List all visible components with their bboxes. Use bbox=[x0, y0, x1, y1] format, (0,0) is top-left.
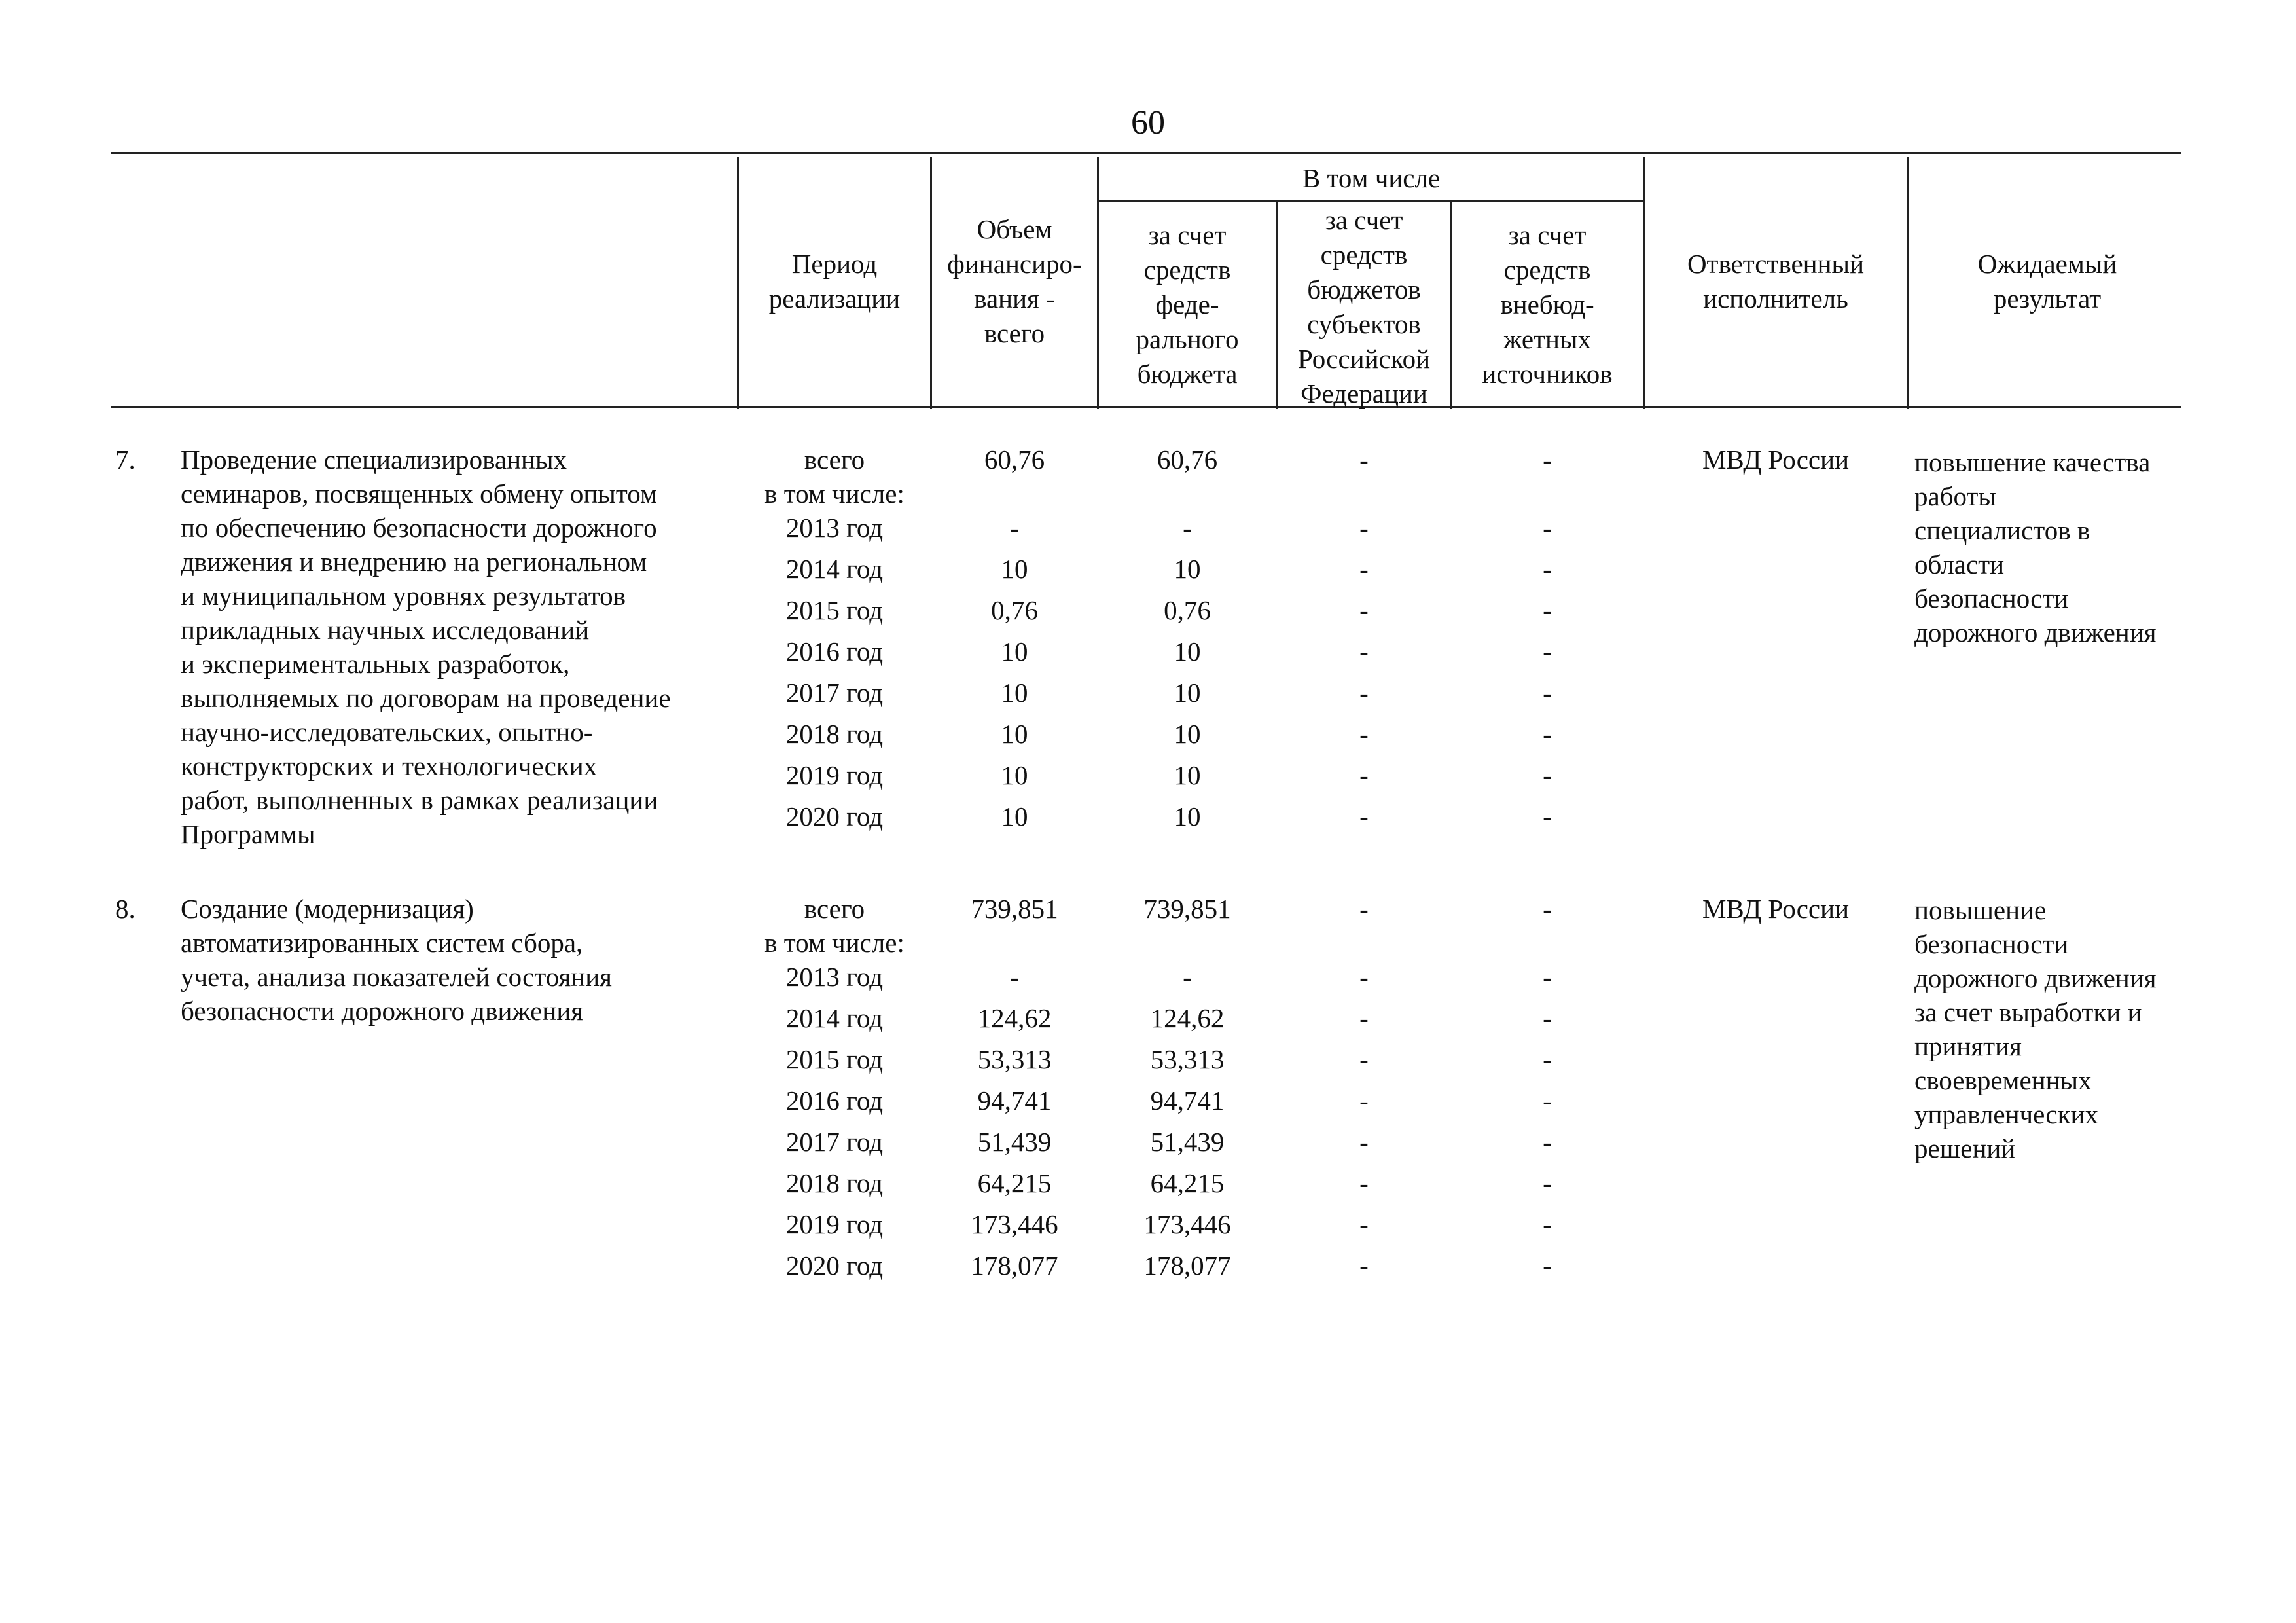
year-federal: - bbox=[1183, 962, 1192, 992]
header-including: В том числе bbox=[1302, 163, 1441, 193]
year-regional: - bbox=[1359, 1127, 1369, 1157]
result-line: дорожного движения bbox=[1914, 963, 2157, 993]
header-extra: за счет средств внебюд- жетных источников bbox=[1482, 219, 1613, 389]
year-regional: - bbox=[1359, 513, 1369, 543]
year-federal: 173,446 bbox=[1143, 1209, 1231, 1239]
year-regional: - bbox=[1359, 719, 1369, 749]
year-extra: - bbox=[1543, 1003, 1552, 1033]
header-result: Ожидаемый результат bbox=[1977, 249, 2117, 314]
federal-value: 60,76 bbox=[1157, 445, 1218, 475]
description-line: выполняемых по договорам на проведение bbox=[181, 683, 671, 713]
result-line: безопасности bbox=[1914, 929, 2069, 959]
row-description bbox=[181, 892, 612, 1028]
year-regional: - bbox=[1359, 1044, 1369, 1074]
row-number: 8. bbox=[115, 894, 135, 924]
year-extra: - bbox=[1543, 719, 1552, 749]
description-line: работ, выполненных в рамках реализации bbox=[181, 785, 658, 815]
year-period: 2019 год bbox=[785, 1209, 884, 1239]
year-federal: 178,077 bbox=[1143, 1250, 1231, 1281]
year-federal: 0,76 bbox=[1164, 595, 1211, 625]
year-total: 10 bbox=[1001, 636, 1028, 666]
year-total: 10 bbox=[1001, 554, 1028, 584]
extra-value: - bbox=[1543, 445, 1552, 475]
year-total: 124,62 bbox=[977, 1003, 1052, 1033]
row-description bbox=[181, 443, 671, 851]
page-number: 60 bbox=[1131, 104, 1165, 141]
year-federal: 10 bbox=[1174, 636, 1201, 666]
year-extra: - bbox=[1543, 1085, 1552, 1116]
year-extra: - bbox=[1543, 636, 1552, 666]
year-federal: 124,62 bbox=[1150, 1003, 1225, 1033]
period-total: всего bbox=[804, 894, 865, 924]
col-divider bbox=[1907, 157, 1909, 409]
year-regional: - bbox=[1359, 636, 1369, 666]
header-top-rule bbox=[111, 152, 2181, 154]
result-line: решений bbox=[1914, 1133, 2016, 1163]
col-divider bbox=[1643, 157, 1645, 409]
description-line: Создание (модернизация) bbox=[181, 894, 474, 924]
description-line: и муниципальном уровнях результатов bbox=[181, 581, 626, 611]
year-federal: 10 bbox=[1174, 801, 1201, 831]
year-extra: - bbox=[1543, 1250, 1552, 1281]
year-total: 10 bbox=[1001, 719, 1028, 749]
header-total: Объем финансиро- вания - всего bbox=[947, 214, 1082, 348]
regional-value: - bbox=[1359, 894, 1369, 924]
year-federal: 53,313 bbox=[1150, 1044, 1225, 1074]
header-federal: за счет средств феде- рального бюджета bbox=[1136, 219, 1239, 389]
header-responsible: Ответственный исполнитель bbox=[1687, 249, 1865, 314]
col-divider bbox=[1450, 200, 1452, 409]
description-line: прикладных научных исследований bbox=[181, 615, 590, 645]
result-line: за счет выработки и bbox=[1914, 997, 2142, 1027]
year-total: 10 bbox=[1001, 678, 1028, 708]
col-divider bbox=[930, 157, 932, 409]
year-extra: - bbox=[1543, 1044, 1552, 1074]
including-divider bbox=[1098, 200, 1645, 202]
year-total: 10 bbox=[1001, 801, 1028, 831]
result-line: принятия bbox=[1914, 1031, 2022, 1061]
header-period: Период реализации bbox=[768, 249, 901, 314]
result-line: работы bbox=[1914, 481, 1996, 511]
year-regional: - bbox=[1359, 595, 1369, 625]
period-subtotal-label: в том числе: bbox=[764, 928, 905, 958]
year-period: 2020 год bbox=[785, 801, 884, 831]
year-regional: - bbox=[1359, 1085, 1369, 1116]
result-line: области bbox=[1914, 549, 2005, 579]
result-line: дорожного движения bbox=[1914, 617, 2157, 647]
year-regional: - bbox=[1359, 1250, 1369, 1281]
year-federal: 51,439 bbox=[1150, 1127, 1225, 1157]
description-line: по обеспечению безопасности дорожного bbox=[181, 513, 657, 543]
expected-result bbox=[1914, 893, 2157, 1165]
year-regional: - bbox=[1359, 678, 1369, 708]
year-period: 2014 год bbox=[785, 1003, 884, 1033]
total-value: 739,851 bbox=[971, 894, 1058, 924]
header-bottom-rule bbox=[111, 406, 2181, 408]
year-period: 2017 год bbox=[785, 1127, 884, 1157]
year-federal: 10 bbox=[1174, 719, 1201, 749]
year-regional: - bbox=[1359, 1003, 1369, 1033]
year-period: 2018 год bbox=[785, 719, 884, 749]
year-extra: - bbox=[1543, 1127, 1552, 1157]
period-total: всего bbox=[804, 445, 865, 475]
year-federal: 10 bbox=[1174, 554, 1201, 584]
year-total: 51,439 bbox=[977, 1127, 1052, 1157]
year-total: 178,077 bbox=[971, 1250, 1058, 1281]
col-divider bbox=[1097, 157, 1099, 409]
year-extra: - bbox=[1543, 678, 1552, 708]
row-number: 7. bbox=[115, 445, 135, 475]
description-line: учета, анализа показателей состояния bbox=[181, 962, 613, 992]
year-regional: - bbox=[1359, 1209, 1369, 1239]
result-line: повышение качества bbox=[1914, 447, 2151, 477]
year-federal: 94,741 bbox=[1150, 1085, 1225, 1116]
year-period: 2015 год bbox=[785, 595, 884, 625]
year-federal: 10 bbox=[1174, 678, 1201, 708]
year-period: 2019 год bbox=[785, 760, 884, 790]
year-federal: - bbox=[1183, 513, 1192, 543]
extra-value: - bbox=[1543, 894, 1552, 924]
description-line: Программы bbox=[181, 819, 315, 849]
year-federal: 64,215 bbox=[1150, 1168, 1225, 1198]
header-regional: за счет средств бюджетов субъектов Российской Федерации bbox=[1297, 205, 1431, 409]
result-line: безопасности bbox=[1914, 583, 2069, 613]
result-line: повышение bbox=[1914, 895, 2047, 925]
year-period: 2017 год bbox=[785, 678, 884, 708]
regional-value: - bbox=[1359, 445, 1369, 475]
year-regional: - bbox=[1359, 801, 1369, 831]
year-extra: - bbox=[1543, 1168, 1552, 1198]
year-period: 2015 год bbox=[785, 1044, 884, 1074]
year-regional: - bbox=[1359, 554, 1369, 584]
result-line: специалистов в bbox=[1914, 515, 2090, 545]
year-regional: - bbox=[1359, 760, 1369, 790]
description-line: движения и внедрению на региональном bbox=[181, 547, 647, 577]
result-line: управленческих bbox=[1914, 1099, 2098, 1129]
year-extra: - bbox=[1543, 962, 1552, 992]
year-extra: - bbox=[1543, 595, 1552, 625]
year-total: 173,446 bbox=[971, 1209, 1058, 1239]
year-total: - bbox=[1010, 513, 1019, 543]
year-extra: - bbox=[1543, 760, 1552, 790]
col-divider bbox=[1276, 200, 1278, 409]
period-subtotal-label: в том числе: bbox=[764, 479, 905, 509]
year-period: 2014 год bbox=[785, 554, 884, 584]
year-extra: - bbox=[1543, 513, 1552, 543]
year-regional: - bbox=[1359, 962, 1369, 992]
year-total: 64,215 bbox=[977, 1168, 1052, 1198]
description-line: безопасности дорожного движения bbox=[181, 996, 584, 1026]
year-total: 94,741 bbox=[977, 1085, 1052, 1116]
col-divider bbox=[737, 157, 739, 409]
total-value: 60,76 bbox=[984, 445, 1045, 475]
year-total: - bbox=[1010, 962, 1019, 992]
year-extra: - bbox=[1543, 1209, 1552, 1239]
description-line: автоматизированных систем сбора, bbox=[181, 928, 583, 958]
year-period: 2016 год bbox=[785, 1085, 884, 1116]
year-extra: - bbox=[1543, 801, 1552, 831]
year-total: 0,76 bbox=[991, 595, 1038, 625]
year-federal: 10 bbox=[1174, 760, 1201, 790]
description-line: семинаров, посвященных обмену опытом bbox=[181, 479, 657, 509]
description-line: научно-исследовательских, опытно- bbox=[181, 717, 593, 747]
year-total: 53,313 bbox=[977, 1044, 1052, 1074]
year-period: 2013 год bbox=[785, 513, 884, 543]
year-regional: - bbox=[1359, 1168, 1369, 1198]
responsible-executor: МВД России bbox=[1702, 894, 1850, 924]
description-line: Проведение специализированных bbox=[181, 445, 567, 475]
year-period: 2020 год bbox=[785, 1250, 884, 1281]
expected-result bbox=[1914, 445, 2157, 649]
result-line: своевременных bbox=[1914, 1065, 2092, 1095]
year-period: 2016 год bbox=[785, 636, 884, 666]
year-extra: - bbox=[1543, 554, 1552, 584]
description-line: конструкторских и технологических bbox=[181, 751, 598, 781]
year-period: 2013 год bbox=[785, 962, 884, 992]
year-period: 2018 год bbox=[785, 1168, 884, 1198]
description-line: и экспериментальных разработок, bbox=[181, 649, 570, 679]
responsible-executor: МВД России bbox=[1702, 445, 1850, 475]
year-total: 10 bbox=[1001, 760, 1028, 790]
federal-value: 739,851 bbox=[1143, 894, 1231, 924]
